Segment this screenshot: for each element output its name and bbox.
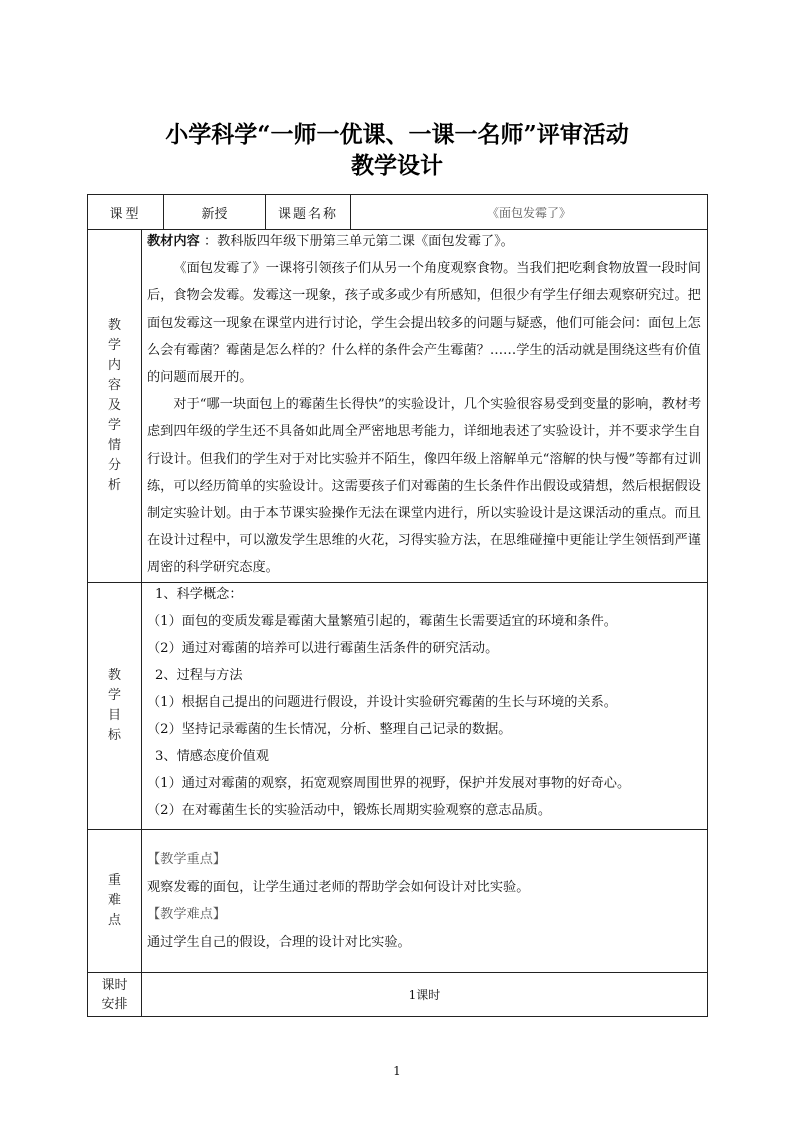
schedule-label-line: 安排 (101, 996, 128, 1012)
label-char: 学 (107, 418, 121, 433)
label-char: 及 (107, 398, 121, 413)
label-char: 重 (107, 873, 121, 888)
lesson-name-value: 《面包发霉了》 (486, 205, 571, 220)
label-char: 教 (107, 668, 121, 683)
label-char: 教 (107, 318, 121, 333)
lesson-type-label: 课型 (109, 206, 142, 222)
textbook-content-value: ：教科版四年级下册第三单元第二课《面包发霉了》。 (199, 234, 514, 249)
schedule-label (88, 973, 141, 1016)
document-subtitle: 教学设计 (351, 152, 443, 179)
document-title: 小学科学“一师一优课、一课一名师”评审活动 (165, 121, 629, 148)
label-char: 标 (107, 728, 121, 743)
label-char: 析 (107, 478, 121, 493)
textbook-content-label: 教材内容 (147, 234, 200, 249)
difficulty-heading: 【教学难点】 (147, 907, 227, 922)
analysis-paragraph-1: 《面包发霉了》一课将引领孩子们从另一个角度观察食物。当我们把吃剩食物放置一段时间后，食物会发霉。发霉这一现象，孩子或多或少有所感知，但很少有学生仔细去观察研究过。把面包发霉这一现象在课堂内进行讨论，学生会提出较多的问题与疑惑，他们可能会问：面包上怎么会有霉菌？霉菌是怎么样的？什么样的条件会产生霉菌？……学生的活动就是围绕这些有价值的问题而展开的。 (147, 261, 701, 386)
analysis-paragraph-2: 对于“哪一块面包上的霉菌生长得快”的实验设计，几个实验很容易受到变量的影响，教材考虑到四年级的学生还不具备如此周全严密地思考能力，详细地表述了实验设计，并不要求学生自行设计。但我们的学生对于对比实验并不陌生，像四年级上溶解单元“溶解的快与慢”等都有过训练，可以经历简单的实验设计。这需要孩子们对霉菌的生长条件作出假设或猜想，然后根据假设制定实验计划。由于本节课实验操作无法在课堂内进行，所以实验设计是这课活动的重点。而且在设计过程中，可以激发学生思维的火花，习得实验方法，在思维碰撞中更能让学生领悟到严谨周密的科学研究态度。 (147, 397, 702, 576)
objective-item: （1）根据自己提出的问题进行假设，并设计实验研究霉菌的生长与环境的关系。 (147, 695, 617, 710)
label-char: 内 (107, 358, 121, 373)
objective-item: （2）坚持记录霉菌的生长情况，分析、整理自己记录的数据。 (147, 722, 512, 737)
analysis-content (147, 228, 703, 582)
textbook-content-line (147, 228, 703, 255)
objectives-label (88, 583, 141, 829)
schedule-label-line: 课时 (101, 977, 128, 993)
focus-heading: 【教学重点】 (147, 852, 227, 867)
analysis-label (88, 230, 141, 582)
key-points-content (147, 846, 703, 956)
label-char: 分 (107, 458, 121, 473)
focus-text: 观察发霉的面包，让学生通过老师的帮助学会如何设计对比实验。 (147, 879, 530, 895)
label-char: 学 (107, 338, 121, 353)
label-char: 难 (107, 893, 121, 908)
label-char: 学 (107, 688, 121, 703)
difficulty-text: 通过学生自己的假设，合理的设计对比实验。 (147, 934, 411, 950)
lesson-name-label: 课题名称 (277, 206, 338, 222)
objective-item: （1）面包的变质发霉是霉菌大量繁殖引起的，霉菌生长需要适宜的环境和条件。 (147, 614, 617, 629)
label-char: 情 (107, 438, 121, 453)
objective-heading: 1、科学概念： (155, 587, 243, 602)
col-divider (141, 229, 142, 1016)
table-border-right (707, 194, 708, 1017)
objective-heading: 2、过程与方法 (155, 668, 243, 683)
row-divider (87, 829, 708, 830)
label-char: 目 (107, 708, 121, 723)
schedule-value: 1课时 (408, 988, 441, 1002)
lesson-type-value: 新授 (201, 206, 228, 222)
label-char: 点 (107, 913, 121, 928)
objective-heading: 3、情感态度价值观 (155, 749, 269, 764)
label-char: 容 (107, 378, 121, 393)
objective-item: （2）在对霉菌生长的实验活动中，锻炼长周期实验观察的意志品质。 (147, 803, 552, 818)
objectives-content (147, 581, 703, 824)
objective-item: （1）通过对霉菌的观察，拓宽观察周围世界的视野，保护并发展对事物的好奇心。 (147, 776, 631, 791)
table-border-bottom (87, 1016, 708, 1017)
page-number: 1 (393, 1064, 401, 1078)
objective-item: （2）通过对霉菌的培养可以进行霉菌生活条件的研究活动。 (147, 641, 499, 656)
key-points-label (88, 830, 141, 972)
